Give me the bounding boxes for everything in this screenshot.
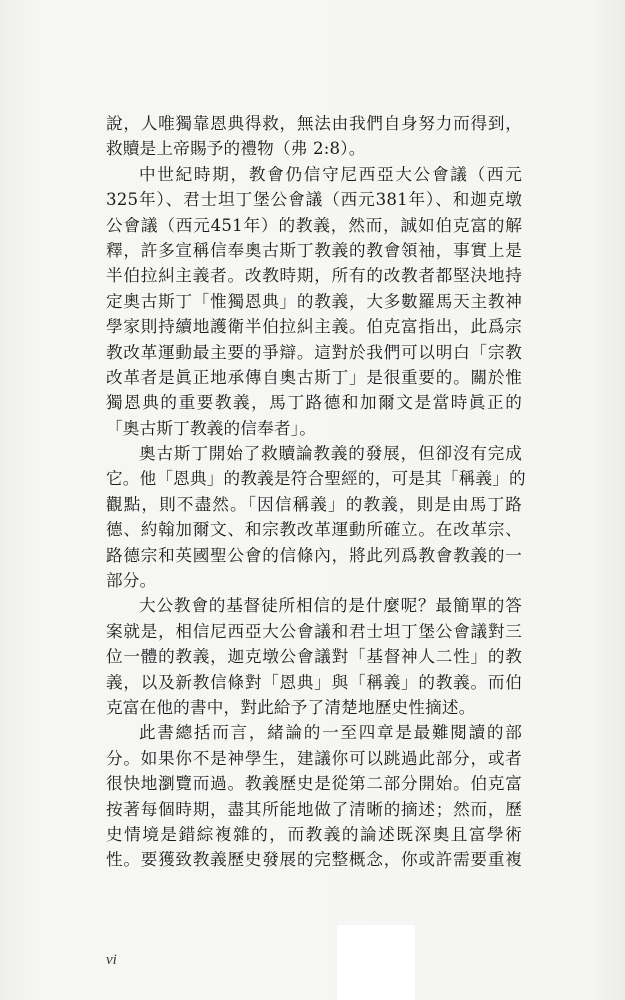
text-line: 說，人唯獨靠恩典得救，無法由我們自身努力而得到，: [106, 114, 522, 133]
text-line: 按著每個時期，盡其所能地做了清晰的摘述；然而，歷: [106, 799, 522, 819]
text-line: 學家則持續地護衛半伯拉糾主義。伯克富指出，此爲宗: [106, 317, 522, 337]
text-line: 觀點，則不盡然。「因信稱義」的教義，則是由馬丁路: [106, 494, 522, 514]
text-line: 它。他「恩典」的教義是符合聖經的，可是其「稱義」的: [106, 469, 526, 489]
text-line: 案就是，相信尼西亞大公會議和君士坦丁堡公會議對三: [106, 621, 522, 641]
text-line: 釋，許多宣稱信奉奧古斯丁教義的教會領袖，事實上是: [106, 240, 522, 260]
text-line: 改革者是眞正地承傳自奧古斯丁」是很重要的。關於惟: [106, 367, 522, 387]
body-text: [106, 111, 526, 873]
text-line: 性。要獲致教義歷史發展的完整概念，你或許需要重複: [106, 850, 522, 870]
text-line: 德、約翰加爾文、和宗教改革運動所確立。在改革宗、: [106, 520, 522, 540]
text-line: 325年）、君士坦丁堡公會議（西元381年）、和迦克墩: [106, 190, 522, 210]
page-number: vi: [106, 952, 117, 968]
text-line: 半伯拉糾主義者。改教時期，所有的改教者都堅決地持: [106, 266, 522, 286]
text-line: 分。如果你不是神學生，建議你可以跳過此部分，或者: [106, 748, 522, 768]
text-line: 克富在他的書中，對此給予了清楚地歷史性摘述。: [106, 697, 476, 717]
text-line: 位一體的教義，迦克墩公會議對「基督神人二性」的教: [106, 647, 522, 667]
text-line: 此書總括而言，緒論的一至四章是最難閱讀的部: [139, 723, 522, 743]
text-line: 「奧古斯丁教義的信奉者」。: [106, 418, 317, 438]
text-line: 部分。: [106, 571, 157, 591]
text-line: 路德宗和英國聖公會的信條內，將此列爲教會教義的一: [106, 545, 522, 565]
text-line: 獨恩典的重要教義，馬丁路德和加爾文是當時眞正的: [106, 393, 522, 413]
text-line: 奧古斯丁開始了救贖論教義的發展，但卻沒有完成: [139, 444, 522, 464]
text-line: 史情境是錯綜複雜的，而教義的論述既深奧且富學術: [106, 824, 522, 844]
text-line: 大公教會的基督徒所相信的是什麼呢？最簡單的答: [139, 596, 522, 616]
text-line: 中世紀時期，教會仍信守尼西亞大公會議（西元: [139, 164, 522, 184]
text-line: 教改革運動最主要的爭辯。這對於我們可以明白「宗教: [106, 342, 522, 362]
text-line: 義，以及新教信條對「恩典」與「稱義」的教義。而伯: [106, 672, 522, 692]
text-line: 公會議（西元451年）的教義，然而，誠如伯克富的解: [106, 215, 522, 235]
blank-label-patch: [337, 925, 415, 1000]
text-line: 定奧古斯丁「惟獨恩典」的教義，大多數羅馬天主教神: [106, 291, 522, 311]
text-line: 救贖是上帝賜予的禮物（弗 2:8）。: [106, 139, 366, 159]
text-line: 很快地瀏覽而過。教義歷史是從第二部分開始。伯克富: [106, 774, 522, 794]
